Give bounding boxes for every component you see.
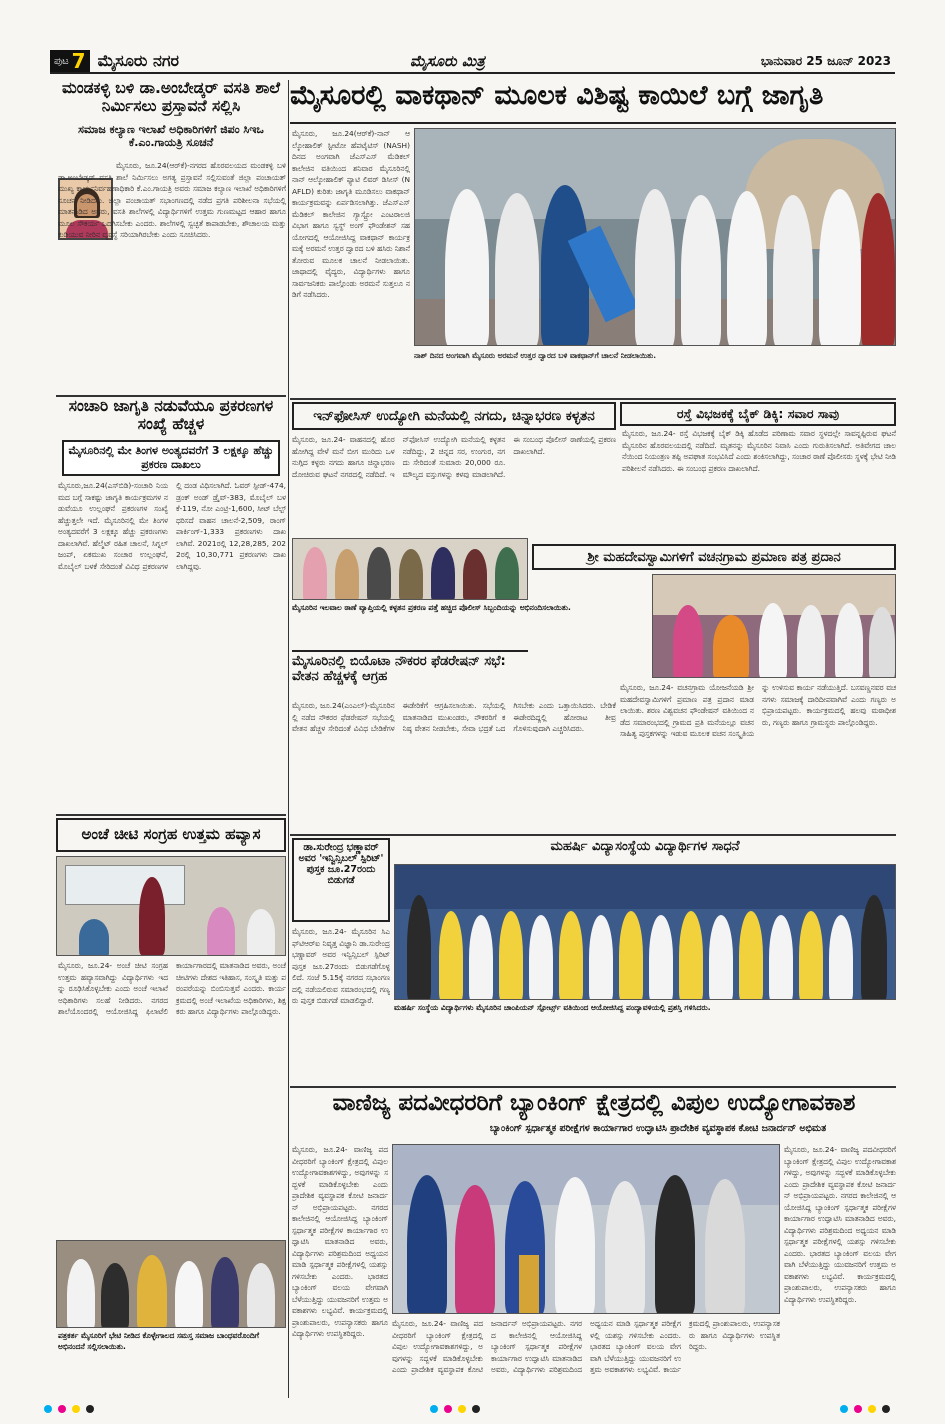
lamp [519, 1255, 539, 1314]
infosys-headline: ಇನ್‌ಫೋಸಿಸ್ ಉದ್ಯೋಗಿ ಮನೆಯಲ್ಲಿ ನಗದು, ಚಿನ್ನಾಭರಣ ಕಳ್ಳತನ [292, 402, 616, 430]
stage-backdrop [395, 865, 896, 909]
student-figure [619, 911, 643, 1000]
banking-body-mid: ಮೈಸೂರು, ಜೂ.24- ವಾಣಿಜ್ಯ ಪದವೀಧರರಿಗೆ ಬ್ಯಾಂಕಿಂಗ್ ಕ್ಷೇತ್ರದಲ್ಲಿ ವಿಪುಲ ಉದ್ಯೋಗಾವಕಾಶಗಳಿದ್ದು, ಅವುಗಳನ್ನು ಸದ್ಬಳಕೆ ಮಾಡಿಕೊಳ್ಳಬೇಕು ಎಂದು ಪ್ರಾದೇಶಿಕ ವ್ಯವಸ್ಥಾಪಕ ಕೋಟಿ ಜನಾರ್ದನ್ ಅಭಿಪ್ರಾಯಪಟ್ಟರು. ನಗರದ ಕಾಲೇಜಿನಲ್ಲಿ ಆಯೋಜಿಸಿದ್ದ ಬ್ಯಾಂಕಿಂಗ್ ಸ್ಪರ್ಧಾತ್ಮಕ ಪರೀಕ್ಷೆಗಳ ಕಾರ್ಯಾಗಾರ ಉದ್ಘಾಟಿಸಿ ಮಾತನಾಡಿದ ಅವರು, ವಿದ್ಯಾರ್ಥಿಗಳು ಪರಿಶ್ರಮದಿಂದ ಅಧ್ಯಯನ ಮಾಡಿ ಸ್ಪರ್ಧಾತ್ಮಕ ಪರೀಕ್ಷೆಗಳಲ್ಲಿ ಯಶಸ್ಸು ಗಳಿಸಬೇಕು ಎಂದರು. ಭಾರತದ ಬ್ಯಾಂಕಿಂಗ್ ವಲಯ ವೇಗವಾಗಿ ಬೆಳೆಯುತ್ತಿದ್ದು ಯುವಜನರಿಗೆ ಉತ್ತಮ ಅವಕಾಶಗಳು ಲಭ್ಯವಿವೆ. ಕಾರ್ಯಕ್ರಮದಲ್ಲಿ ಪ್ರಾಂಶುಪಾಲರು, ಉಪನ್ಯಾಸಕರು ಹಾಗೂ ವಿದ್ಯಾರ್ಥಿಗಳು ಉಪಸ್ಥಿತರಿದ್ದರು. [392, 1319, 780, 1374]
newspaper-name: ಮೈಸೂರು ಮಿತ್ರ [410, 52, 485, 70]
mahadeva-body: ಮೈಸೂರು, ಜೂ.24- ವಚನಗ್ರಾಮ ಯೋಜನೆಯಡಿ ಶ್ರೀ ಮಹದೇವಸ್ವಾಮಿಗಳಿಗೆ ಪ್ರಮಾಣ ಪತ್ರ ಪ್ರದಾನ ಮಾಡಲಾಯಿತು. ಶರಣ ವಿಶ್ವವಚನ ಫೌಂಡೇಷನ್ ವತಿಯಿಂದ ನಡೆದ ಸಮಾರಂಭದಲ್ಲಿ ಗ್ರಾಮದ ಪ್ರತಿ ಮನೆಯಲ್ಲೂ ವಚನ ಸಾಹಿತ್ಯ ಪುಸ್ತಕಗಳನ್ನು ಇಡುವ ಮೂಲಕ ವಚನ ಸಂಸ್ಕೃತಿಯನ್ನು ಉಳಿಸುವ ಕಾರ್ಯ ನಡೆಯುತ್ತಿದೆ. ಬಸವಣ್ಣನವರ ವಚನಗಳು ಸಮಾಜಕ್ಕೆ ದಾರಿದೀಪವಾಗಿವೆ ಎಂದು ಗಣ್ಯರು ಅಭಿಪ್ರಾಯಪಟ್ಟರು. ಕಾರ್ಯಕ್ರಮದಲ್ಲಿ ಹಲವು ಮಠಾಧೀಶರು, ಗಣ್ಯರು ಹಾಗೂ ಗ್ರಾಮಸ್ಥರು ಪಾಲ್ಗೊಂಡಿದ್ದರು. [620, 683, 896, 738]
cyan-mark [840, 1405, 848, 1413]
attendee-figure [79, 919, 109, 956]
mahadeva-photo [652, 574, 896, 678]
ambedkar-headline: ಮಂಡಕಳ್ಳಿ ಬಳಿ ಡಾ.ಅಂಬೇಡ್ಕರ್ ವಸತಿ ಶಾಲೆ ನಿರ್ಮಿಸಲು ಪ್ರಸ್ತಾವನೆ ಸಲ್ಲಿಸಿ [62, 80, 280, 115]
group-figure [759, 603, 787, 678]
page-number: 7 [71, 49, 86, 73]
stamps-photo [56, 856, 286, 956]
maharshi-headline: ಮಹರ್ಷಿ ವಿದ್ಯಾಸಂಸ್ಥೆಯ ವಿದ್ಯಾರ್ಥಿಗಳ ಸಾಧನೆ [550, 840, 740, 854]
group-figure [101, 1263, 129, 1328]
maharshi-caption: ಮಹರ್ಷಿ ಸಂಸ್ಥೆಯ ವಿದ್ಯಾರ್ಥಿಗಳು ಮೈಸೂರಿನ ಚಾಂಪಿಯನ್ ಸ್ಪೋರ್ಟ್ಸ್ ವತಿಯಿಂದ ಆಯೋಜಿಸಿದ್ದ ಪಂದ್ಯಾವಳಿಯಲ್ಲಿ ಪ್ರಶಸ್ತಿ ಗಳಿಸಿದರು. [394, 1003, 711, 1012]
student-figure [589, 915, 613, 1000]
divider [290, 1086, 896, 1088]
student-figure [769, 915, 793, 1000]
group-figure [335, 549, 359, 600]
group-figure [211, 1257, 239, 1328]
walker-figure [445, 189, 489, 346]
infosys-body: ಮೈಸೂರು, ಜೂ.24- ವಾಹನದಲ್ಲಿ ಹೊರ ಹೋಗಿದ್ದ ವೇಳೆ ಮನೆ ಬೀಗ ಮುರಿದು ಒಳನುಗ್ಗಿದ ಕಳ್ಳರು ನಗದು ಹಾಗೂ ಚಿನ್ನಾಭರಣ ದೋಚಿರುವ ಘಟನೆ ನಗರದಲ್ಲಿ ನಡೆದಿದೆ. ಇನ್‌ಫೋಸಿಸ್ ಉದ್ಯೋಗಿ ಮನೆಯಲ್ಲಿ ಕಳ್ಳತನ ನಡೆದಿದ್ದು, 2 ಚಿನ್ನದ ಸರ, ಉಂಗುರ, ನಗದು ಸೇರಿದಂತೆ ಸುಮಾರು 20,000 ರೂ. ಮೌಲ್ಯದ ವಸ್ತುಗಳನ್ನು ಕಳವು ಮಾಡಲಾಗಿದೆ. ಈ ಸಂಬಂಧ ಪೊಲೀಸ್ ಠಾಣೆಯಲ್ಲಿ ಪ್ರಕರಣ ದಾಖಲಾಗಿದೆ. [292, 435, 616, 479]
magenta-mark [854, 1405, 862, 1413]
black-mark [86, 1405, 94, 1413]
yellow-mark [72, 1405, 80, 1413]
divider [56, 395, 286, 397]
speaker-figure [139, 877, 165, 955]
student-figure [829, 915, 853, 1000]
student-figure [709, 915, 733, 1000]
maharshi-photo [394, 864, 896, 1000]
column-divider [288, 80, 289, 1398]
group-figure [705, 1179, 745, 1314]
banking-photo [392, 1144, 780, 1314]
magenta-mark [444, 1405, 452, 1413]
yellow-mark [868, 1405, 876, 1413]
divider [56, 814, 286, 816]
group-figure [605, 1181, 645, 1314]
group-figure [303, 547, 327, 600]
masthead [50, 50, 895, 74]
group-figure [407, 1175, 447, 1314]
print-registration-marks [44, 1405, 94, 1413]
yellow-mark [458, 1405, 466, 1413]
walker-figure [861, 193, 895, 346]
student-figure [649, 915, 673, 1000]
banking-body-left: ಮೈಸೂರು, ಜೂ.24- ವಾಣಿಜ್ಯ ಪದವೀಧರರಿಗೆ ಬ್ಯಾಂಕಿಂಗ್ ಕ್ಷೇತ್ರದಲ್ಲಿ ವಿಪುಲ ಉದ್ಯೋಗಾವಕಾಶಗಳಿದ್ದು, ಅವುಗಳನ್ನು ಸದ್ಬಳಕೆ ಮಾಡಿಕೊಳ್ಳಬೇಕು ಎಂದು ಪ್ರಾದೇಶಿಕ ವ್ಯವಸ್ಥಾಪಕ ಕೋಟಿ ಜನಾರ್ದನ್ ಅಭಿಪ್ರಾಯಪಟ್ಟರು. ನಗರದ ಕಾಲೇಜಿನಲ್ಲಿ ಆಯೋಜಿಸಿದ್ದ ಬ್ಯಾಂಕಿಂಗ್ ಸ್ಪರ್ಧಾತ್ಮಕ ಪರೀಕ್ಷೆಗಳ ಕಾರ್ಯಾಗಾರ ಉದ್ಘಾಟಿಸಿ ಮಾತನಾಡಿದ ಅವರು, ವಿದ್ಯಾರ್ಥಿಗಳು ಪರಿಶ್ರಮದಿಂದ ಅಧ್ಯಯನ ಮಾಡಿ ಸ್ಪರ್ಧಾತ್ಮಕ ಪರೀಕ್ಷೆಗಳಲ್ಲಿ ಯಶಸ್ಸು ಗಳಿಸಬೇಕು ಎಂದರು. ಭಾರತದ ಬ್ಯಾಂಕಿಂಗ್ ವಲಯ ವೇಗವಾಗಿ ಬೆಳೆಯುತ್ತಿದ್ದು ಯುವಜನರಿಗೆ ಉತ್ತಮ ಅವಕಾಶಗಳು ಲಭ್ಯವಿವೆ. ಕಾರ್ಯಕ್ರಮದಲ್ಲಿ ಪ್ರಾಂಶುಪಾಲರು, ಉಪನ್ಯಾಸಕರು ಹಾಗೂ ವಿದ್ಯಾರ್ಥಿಗಳು ಉಪಸ್ಥಿತರಿದ್ದರು. [292, 1145, 388, 1338]
attendee-figure [247, 909, 275, 956]
student-figure [799, 911, 823, 1000]
bike-body: ಮೈಸೂರು, ಜೂ.24- ರಸ್ತೆ ವಿಭಜಕಕ್ಕೆ ಬೈಕ್ ಡಿಕ್ಕಿ ಹೊಡೆದ ಪರಿಣಾಮ ಸವಾರ ಸ್ಥಳದಲ್ಲೇ ಸಾವನ್ನಪ್ಪಿರುವ ಘಟನೆ ಮೈಸೂರಿನ ಹೊರವಲಯದಲ್ಲಿ ನಡೆದಿದೆ. ಮೃತನನ್ನು ಮೈಸೂರಿನ ನಿವಾಸಿ ಎಂದು ಗುರುತಿಸಲಾಗಿದೆ. ಅತಿವೇಗದ ಚಾಲನೆಯಿಂದ ನಿಯಂತ್ರಣ ತಪ್ಪಿ ಅಪಘಾತ ಸಂಭವಿಸಿದೆ ಎಂದು ಶಂಕಿಸಲಾಗಿದ್ದು, ಸಂಚಾರ ಠಾಣೆ ಪೊಲೀಸರು ಸ್ಥಳಕ್ಕೆ ಭೇಟಿ ನೀಡಿ ಪರಿಶೀಲನೆ ನಡೆಸಿದರು. ಈ ಸಂಬಂಧ ಪ್ರಕರಣ ದಾಖಲಾಗಿದೆ. [622, 429, 896, 473]
black-mark [882, 1405, 890, 1413]
stamps-body: ಮೈಸೂರು, ಜೂ.24- ಅಂಚೆ ಚೀಟಿ ಸಂಗ್ರಹ ಉತ್ತಮ ಹವ್ಯಾಸವಾಗಿದ್ದು ವಿದ್ಯಾರ್ಥಿಗಳು ಇದನ್ನು ರೂಢಿಸಿಕೊಳ್ಳಬೇಕು ಎಂದು ಅಂಚೆ ಇಲಾಖೆ ಅಧಿಕಾರಿಗಳು ಸಲಹೆ ನೀಡಿದರು. ನಗರದ ಶಾಲೆಯೊಂದರಲ್ಲಿ ಆಯೋಜಿಸಿದ್ದ ಫಿಲಾಟೆಲಿ ಕಾರ್ಯಾಗಾರದಲ್ಲಿ ಮಾತನಾಡಿದ ಅವರು, ಅಂಚೆ ಚೀಟಿಗಳು ದೇಶದ ಇತಿಹಾಸ, ಸಂಸ್ಕೃತಿ ಮತ್ತು ಪರಂಪರೆಯನ್ನು ಬಿಂಬಿಸುತ್ತವೆ ಎಂದರು. ಕಾರ್ಯಕ್ರಮದಲ್ಲಿ ಅಂಚೆ ಇಲಾಖೆಯ ಅಧಿಕಾರಿಗಳು, ಶಿಕ್ಷಕರು ಹಾಗೂ ವಿದ್ಯಾರ್ಥಿಗಳು ಪಾಲ್ಗೊಂಡಿದ್ದರು. [58, 961, 286, 1016]
walker-figure [495, 193, 539, 346]
group-figure [399, 549, 423, 600]
issue-date: ಭಾನುವಾರ 25 ಜೂನ್ 2023 [760, 53, 891, 68]
traffic-headline: ಸಂಚಾರಿ ಜಾಗೃತಿ ನಡುವೆಯೂ ಪ್ರಕರಣಗಳ ಸಂಖ್ಯೆ ಹೆಚ್ಚಳ [68, 398, 274, 433]
banner [65, 865, 185, 905]
banking-headline: ವಾಣಿಜ್ಯ ಪದವೀಧರರಿಗೆ ಬ್ಯಾಂಕಿಂಗ್ ಕ್ಷೇತ್ರದಲ್ಲಿ ವಿಪುಲ ಉದ್ಯೋಗಾವಕಾಶ [332, 1090, 856, 1116]
group-figure [797, 605, 825, 678]
lead-body-continued: ನಾಶ್ ದಿನದ ಅಂಗವಾಗಿ ಮೈಸೂರು ಅರಮನೆ ಉತ್ತರ ದ್ವಾರದ ಬಳಿ ವಾಕಥಾನ್‌ಗೆ ಚಾಲನೆ ನೀಡಲಾಯಿತು. [414, 351, 657, 360]
felicitation-caption: ಪತ್ರಕರ್ತ ಮೈಸೂರಿಗೆ ಭೇಟಿ ನೀಡಿದ ಕೊಳ್ಳೇಗಾಲದ ಸಮಸ್ತ ಸಮಾಜ ಬಾಂಧವರೊಂದಿಗೆ ಅಭಿನಂದನೆ ಸಲ್ಲಿಸಲಾಯಿತು. [58, 1331, 260, 1351]
group-figure [407, 895, 431, 1000]
attendee-figure [207, 907, 235, 956]
walker-figure [727, 191, 767, 346]
lead-body: ಮೈಸೂರು, ಜೂ.24(ಆರ್‌ಕೆ)-ನಾನ್ ಆಲ್ಕೋಹಾಲಿಕ್ ಸ್ಟೀಟೋ ಹೆಪಟೈಟಿಸ್ (NASH) ದಿನದ ಅಂಗವಾಗಿ ಜೆಎಸ್‌ಎಸ್ ಮೆಡಿಕಲ್ ಕಾಲೇಜಿನ ವತಿಯಿಂದ ಶನಿವಾರ ಮೈಸೂರಿನಲ್ಲಿ ನಾನ್ ಆಲ್ಕೋಹಾಲಿಕ್ ಫ್ಯಾಟಿ ಲಿವರ್ ಡಿಸೀಸ್ (NAFLD) ಕುರಿತು ಜಾಗೃತಿ ಮೂಡಿಸಲು ವಾಕಥಾನ್ ಕಾರ್ಯಕ್ರಮವನ್ನು ಏರ್ಪಡಿಸಲಾಗಿತ್ತು. ಜೆಎಸ್‌ಎಸ್ ಮೆಡಿಕಲ್ ಕಾಲೇಜಿನ ಗ್ಯಾಸ್ಟ್ರೋ ಎಂಟರಾಲಜಿ ವಿಭಾಗ ಹಾಗೂ ಸ್ವಸ್ಥ್ ಅಂಗ್ ಫೌಂಡೇಶನ್ ಸಹಯೋಗದಲ್ಲಿ ಆಯೋಜಿಸಿದ್ದ ವಾಕಥಾನ್ ಕಾರ್ಯಕ್ರಮಕ್ಕೆ ಅರಮನೆ ಉತ್ತರ ದ್ವಾರದ ಬಳಿ ಹಸಿರು ನಿಶಾನೆ ತೋರುವ ಮೂಲಕ ಚಾಲನೆ ನೀಡಲಾಯಿತು. ಜಾಥಾದಲ್ಲಿ ವೈದ್ಯರು, ವಿದ್ಯಾರ್ಥಿಗಳು ಹಾಗೂ ಸಾರ್ವಜನಿಕರು ಪಾಲ್ಗೊಂಡು ಅರಮನೆ ಸುತ್ತಲೂ ನಡಿಗೆ ನಡೆಸಿದರು. [292, 129, 410, 299]
divider [290, 834, 896, 836]
student-figure [559, 911, 583, 1000]
walker-figure [773, 195, 813, 346]
print-registration-marks [430, 1405, 480, 1413]
student-figure [529, 915, 553, 1000]
walkathon-photo [414, 128, 896, 346]
felicitation-photo [56, 1240, 286, 1328]
book-headline: ಡಾ.ಸುರೇಂದ್ರ ಭಣ್ಣಾವರ್ ಅವರ 'ಇನ್ವಿನ್ಸಿಬಲ್ ಸ್ಪಿರಿಟ್' ಪುಸ್ತಕ ಜೂ.27ರಂದು ಬಿಡುಗಡೆ [292, 838, 390, 922]
student-figure [679, 911, 703, 1000]
group-figure [835, 603, 863, 678]
divider [290, 398, 896, 400]
group-figure [673, 605, 703, 678]
banking-body-right: ಮೈಸೂರು, ಜೂ.24- ವಾಣಿಜ್ಯ ಪದವೀಧರರಿಗೆ ಬ್ಯಾಂಕಿಂಗ್ ಕ್ಷೇತ್ರದಲ್ಲಿ ವಿಪುಲ ಉದ್ಯೋಗಾವಕಾಶಗಳಿದ್ದು, ಅವುಗಳನ್ನು ಸದ್ಬಳಕೆ ಮಾಡಿಕೊಳ್ಳಬೇಕು ಎಂದು ಪ್ರಾದೇಶಿಕ ವ್ಯವಸ್ಥಾಪಕ ಕೋಟಿ ಜನಾರ್ದನ್ ಅಭಿಪ್ರಾಯಪಟ್ಟರು. ನಗರದ ಕಾಲೇಜಿನಲ್ಲಿ ಆಯೋಜಿಸಿದ್ದ ಬ್ಯಾಂಕಿಂಗ್ ಸ್ಪರ್ಧಾತ್ಮಕ ಪರೀಕ್ಷೆಗಳ ಕಾರ್ಯಾಗಾರ ಉದ್ಘಾಟಿಸಿ ಮಾತನಾಡಿದ ಅವರು, ವಿದ್ಯಾರ್ಥಿಗಳು ಪರಿಶ್ರಮದಿಂದ ಅಧ್ಯಯನ ಮಾಡಿ ಸ್ಪರ್ಧಾತ್ಮಕ ಪರೀಕ್ಷೆಗಳಲ್ಲಿ ಯಶಸ್ಸು ಗಳಿಸಬೇಕು ಎಂದರು. ಭಾರತದ ಬ್ಯಾಂಕಿಂಗ್ ವಲಯ ವೇಗವಾಗಿ ಬೆಳೆಯುತ್ತಿದ್ದು ಯುವಜನರಿಗೆ ಉತ್ತಮ ಅವಕಾಶಗಳು ಲಭ್ಯವಿವೆ. ಕಾರ್ಯಕ್ರಮದಲ್ಲಿ ಪ್ರಾಂಶುಪಾಲರು, ಉಪನ್ಯಾಸಕರು ಹಾಗೂ ವಿದ್ಯಾರ್ಥಿಗಳು ಉಪಸ್ಥಿತರಿದ್ದರು. [784, 1145, 896, 1304]
group-figure [861, 895, 887, 1000]
group-figure [655, 1175, 695, 1314]
student-figure [439, 911, 463, 1000]
mahadeva-headline: ಶ್ರೀ ಮಹದೇವಸ್ವಾಮಿಗಳಿಗೆ ವಚನಗ್ರಾಮ ಪ್ರಮಾಣ ಪತ್ರ ಪ್ರದಾನ [532, 544, 896, 570]
group-figure [137, 1255, 167, 1328]
walker-figure [819, 189, 861, 346]
ambedkar-body: ಮೈಸೂರು, ಜೂ.24(ಆರ್‌ಕೆ)-ನಗರದ ಹೊರವಲಯದ ಮಂಡಕಳ್ಳಿ ಬಳಿ ಡಾ.ಅಂಬೇಡ್ಕರ್ ವಸತಿ ಶಾಲೆ ನಿರ್ಮಿಸಲು ಅಗತ್ಯ ಪ್ರಸ್ತಾವನೆ ಸಲ್ಲಿಸುವಂತೆ ಜಿಲ್ಲಾ ಪಂಚಾಯತ್ ಮುಖ್ಯ ಕಾರ್ಯನಿರ್ವಹಣಾಧಿಕಾರಿ ಕೆ.ಎಂ.ಗಾಯತ್ರಿ ಅವರು ಸಮಾಜ ಕಲ್ಯಾಣ ಇಲಾಖೆ ಅಧಿಕಾರಿಗಳಿಗೆ ಸೂಚನೆ ನೀಡಿದರು. ಜಿಲ್ಲಾ ಪಂಚಾಯತ್ ಸಭಾಂಗಣದಲ್ಲಿ ನಡೆದ ಪ್ರಗತಿ ಪರಿಶೀಲನಾ ಸಭೆಯಲ್ಲಿ ಮಾತನಾಡಿದ ಅವರು, ವಸತಿ ಶಾಲೆಗಳಲ್ಲಿ ವಿದ್ಯಾರ್ಥಿಗಳಿಗೆ ಉತ್ತಮ ಗುಣಮಟ್ಟದ ಆಹಾರ ಹಾಗೂ ಮೂಲ ಸೌಕರ್ಯ ಒದಗಿಸಬೇಕು ಎಂದರು. ಶಾಲೆಗಳಲ್ಲಿ ಸ್ವಚ್ಛತೆ ಕಾಪಾಡಬೇಕು, ಶೌಚಾಲಯ ಮತ್ತು ಕುಡಿಯುವ ನೀರಿನ ವ್ಯವಸ್ಥೆ ಸರಿಯಾಗಿರಬೇಕು ಎಂದು ಸೂಚಿಸಿದರು. [58, 161, 286, 239]
traffic-body: ಮೈಸೂರು,ಜೂ.24(ಎಸ್‌ಬಿಡಿ)-ಸಂಚಾರಿ ನಿಯಮದ ಬಗ್ಗೆ ಸಾಕಷ್ಟು ಜಾಗೃತಿ ಕಾರ್ಯಕ್ರಮಗಳ ನಡುವೆಯೂ ಉಲ್ಲಂಘನೆ ಪ್ರಕರಣಗಳ ಸಂಖ್ಯೆ ಹೆಚ್ಚುತ್ತಲೇ ಇದೆ. ಮೈಸೂರಿನಲ್ಲಿ ಮೇ ತಿಂಗಳ ಅಂತ್ಯದವರೆಗೆ 3 ಲಕ್ಷಕ್ಕೂ ಹೆಚ್ಚು ಪ್ರಕರಣಗಳು ದಾಖಲಾಗಿವೆ. ಹೆಲ್ಮೆಟ್ ರಹಿತ ಚಾಲನೆ, ಸಿಗ್ನಲ್ ಜಂಪ್, ಏಕಮುಖ ಸಂಚಾರ ಉಲ್ಲಂಘನೆ, ಮೊಬೈಲ್ ಬಳಕೆ ಸೇರಿದಂತೆ ವಿವಿಧ ಪ್ರಕರಣಗಳಲ್ಲಿ ದಂಡ ವಿಧಿಸಲಾಗಿದೆ. ಓವರ್ ಸ್ಪೀಡ್-474, ಡ್ರಂಕ್ ಅಂಡ್ ಡ್ರೈವ್-383, ಮೊಬೈಲ್ ಬಳಕೆ-119, ನೋ ಎಂಟ್ರಿ-1,600, ಸೀಟ್ ಬೆಲ್ಟ್ ಧರಿಸದೆ ವಾಹನ ಚಾಲನೆ-2,509, ರಾಂಗ್ ಪಾರ್ಕಿಂಗ್-1,333 ಪ್ರಕರಣಗಳು ದಾಖಲಾಗಿವೆ. 2021ರಲ್ಲಿ 12,28,285, 2022ರಲ್ಲಿ 10,30,771 ಪ್ರಕರಣಗಳು ದಾಖಲಾಗಿದ್ದವು. [58, 481, 286, 571]
student-figure [469, 915, 493, 1000]
banking-subheadline: ಬ್ಯಾಂಕಿಂಗ್ ಸ್ಪರ್ಧಾತ್ಮಕ ಪರೀಕ್ಷೆಗಳ ಕಾರ್ಯಾಗಾರ ಉದ್ಘಾಟಿಸಿ ಪ್ರಾದೇಶಿಕ ವ್ಯವಸ್ಥಾಪಕ ಕೋಟಿ ಜನಾರ್ದನ್ ಅಭಿಮತ [489, 1124, 827, 1134]
group-figure [431, 547, 455, 600]
police-photo [292, 538, 528, 600]
walker-figure [681, 195, 721, 346]
student-figure [739, 911, 763, 1000]
biyota-headline: ಮೈಸೂರಿನಲ್ಲಿ ಬಿಯೊಟಾ ನೌಕರರ ಫೆಡರೇಷನ್ ಸಭೆ: ವೇತನ ಹೆಚ್ಚಳಕ್ಕೆ ಆಗ್ರಹ [292, 650, 528, 698]
ambedkar-subheadline: ಸಮಾಜ ಕಲ್ಯಾಣ ಇಲಾಖೆ ಅಧಿಕಾರಿಗಳಿಗೆ ಜಿಪಂ ಸಿಇಒ ಕೆ.ಎಂ.ಗಾಯತ್ರಿ ಸೂಚನೆ [78, 124, 264, 149]
walker-figure [635, 189, 675, 346]
student-figure [499, 911, 523, 1000]
group-figure [555, 1177, 595, 1314]
page-number-badge [50, 50, 90, 72]
bike-headline: ರಸ್ತೆ ವಿಭಜಕಕ್ಕೆ ಬೈಕ್ ಡಿಕ್ಕಿ: ಸವಾರ ಸಾವು [620, 402, 896, 426]
print-registration-marks [840, 1405, 890, 1413]
biyota-body: ಮೈಸೂರು, ಜೂ.24(ಎಂಎಲ್)-ಮೈಸೂರಿನಲ್ಲಿ ನಡೆದ ನೌಕರರ ಫೆಡರೇಷನ್ ಸಭೆಯಲ್ಲಿ ವೇತನ ಹೆಚ್ಚಳ ಸೇರಿದಂತೆ ವಿವಿಧ ಬೇಡಿಕೆಗಳ ಈಡೇರಿಕೆಗೆ ಆಗ್ರಹಿಸಲಾಯಿತು. ಸಭೆಯಲ್ಲಿ ಮಾತನಾಡಿದ ಮುಖಂಡರು, ನೌಕರರಿಗೆ ಕನಿಷ್ಠ ವೇತನ ನೀಡಬೇಕು, ಸೇವಾ ಭದ್ರತೆ ಒದಗಿಸಬೇಕು ಎಂದು ಒತ್ತಾಯಿಸಿದರು. ಬೇಡಿಕೆ ಈಡೇರದಿದ್ದಲ್ಲಿ ಹೋರಾಟ ತೀವ್ರಗೊಳಿಸುವುದಾಗಿ ಎಚ್ಚರಿಸಿದರು. [292, 701, 616, 733]
lead-headline: ಮೈಸೂರಲ್ಲಿ ವಾಕಥಾನ್ ಮೂಲಕ ವಿಶಿಷ್ಟ ಕಾಯಿಲೆ ಬಗ್ಗೆ ಜಾಗೃತಿ [290, 80, 896, 124]
traffic-subheadline: ಮೈಸೂರಿನಲ್ಲಿ ಮೇ ತಿಂಗಳ ಅಂತ್ಯದವರೆಗೆ 3 ಲಕ್ಷಕ್ಕೂ ಹೆಚ್ಚು ಪ್ರಕರಣ ದಾಖಲು [62, 440, 280, 476]
book-body: ಮೈಸೂರು, ಜೂ.24- ಮೈಸೂರಿನ ಸಿಎಫ್‌ಟಿಆರ್‌ಐ ನಿವೃತ್ತ ವಿಜ್ಞಾನಿ ಡಾ.ಸುರೇಂದ್ರ ಭಣ್ಣಾವರ್ ಅವರ ಇನ್ವಿನ್ಸಿಬಲ್ ಸ್ಪಿರಿಟ್ ಪುಸ್ತಕ ಜೂ.27ರಂದು ಬಿಡುಗಡೆಗೊಳ್ಳಲಿದೆ. ಸಂಜೆ 5.15ಕ್ಕೆ ನಗರದ ಸಭಾಂಗಣದಲ್ಲಿ ನಡೆಯಲಿರುವ ಸಮಾರಂಭದಲ್ಲಿ ಗಣ್ಯರು ಪುಸ್ತಕ ಬಿಡುಗಡೆ ಮಾಡಲಿದ್ದಾರೆ. [292, 927, 390, 1005]
magenta-mark [58, 1405, 66, 1413]
group-figure [495, 547, 519, 600]
group-figure [367, 547, 391, 600]
cyan-mark [430, 1405, 438, 1413]
page-label: ಪುಟ [54, 55, 69, 67]
group-figure [455, 1185, 495, 1314]
group-figure [247, 1263, 275, 1328]
group-figure [67, 1259, 95, 1328]
black-mark [472, 1405, 480, 1413]
group-figure [463, 549, 487, 600]
seated-swamiji-figure [713, 615, 749, 678]
section-title: ಮೈಸೂರು ನಗರ [97, 51, 179, 70]
police-caption: ಮೈಸೂರಿನ ಇಲವಾಲ ಠಾಣೆ ವ್ಯಾಪ್ತಿಯಲ್ಲಿ ಕಳ್ಳತನ ಪ್ರಕರಣ ಪತ್ತೆ ಹಚ್ಚಿದ ಪೊಲೀಸ್ ಸಿಬ್ಬಂದಿಯನ್ನು ಅಭಿನಂದಿಸಲಾಯಿತು. [292, 603, 571, 612]
cyan-mark [44, 1405, 52, 1413]
group-figure [869, 607, 895, 678]
group-figure [175, 1261, 203, 1328]
stamps-headline: ಅಂಚೆ ಚೀಟಿ ಸಂಗ್ರಹ ಉತ್ತಮ ಹವ್ಯಾಸ [56, 818, 286, 852]
